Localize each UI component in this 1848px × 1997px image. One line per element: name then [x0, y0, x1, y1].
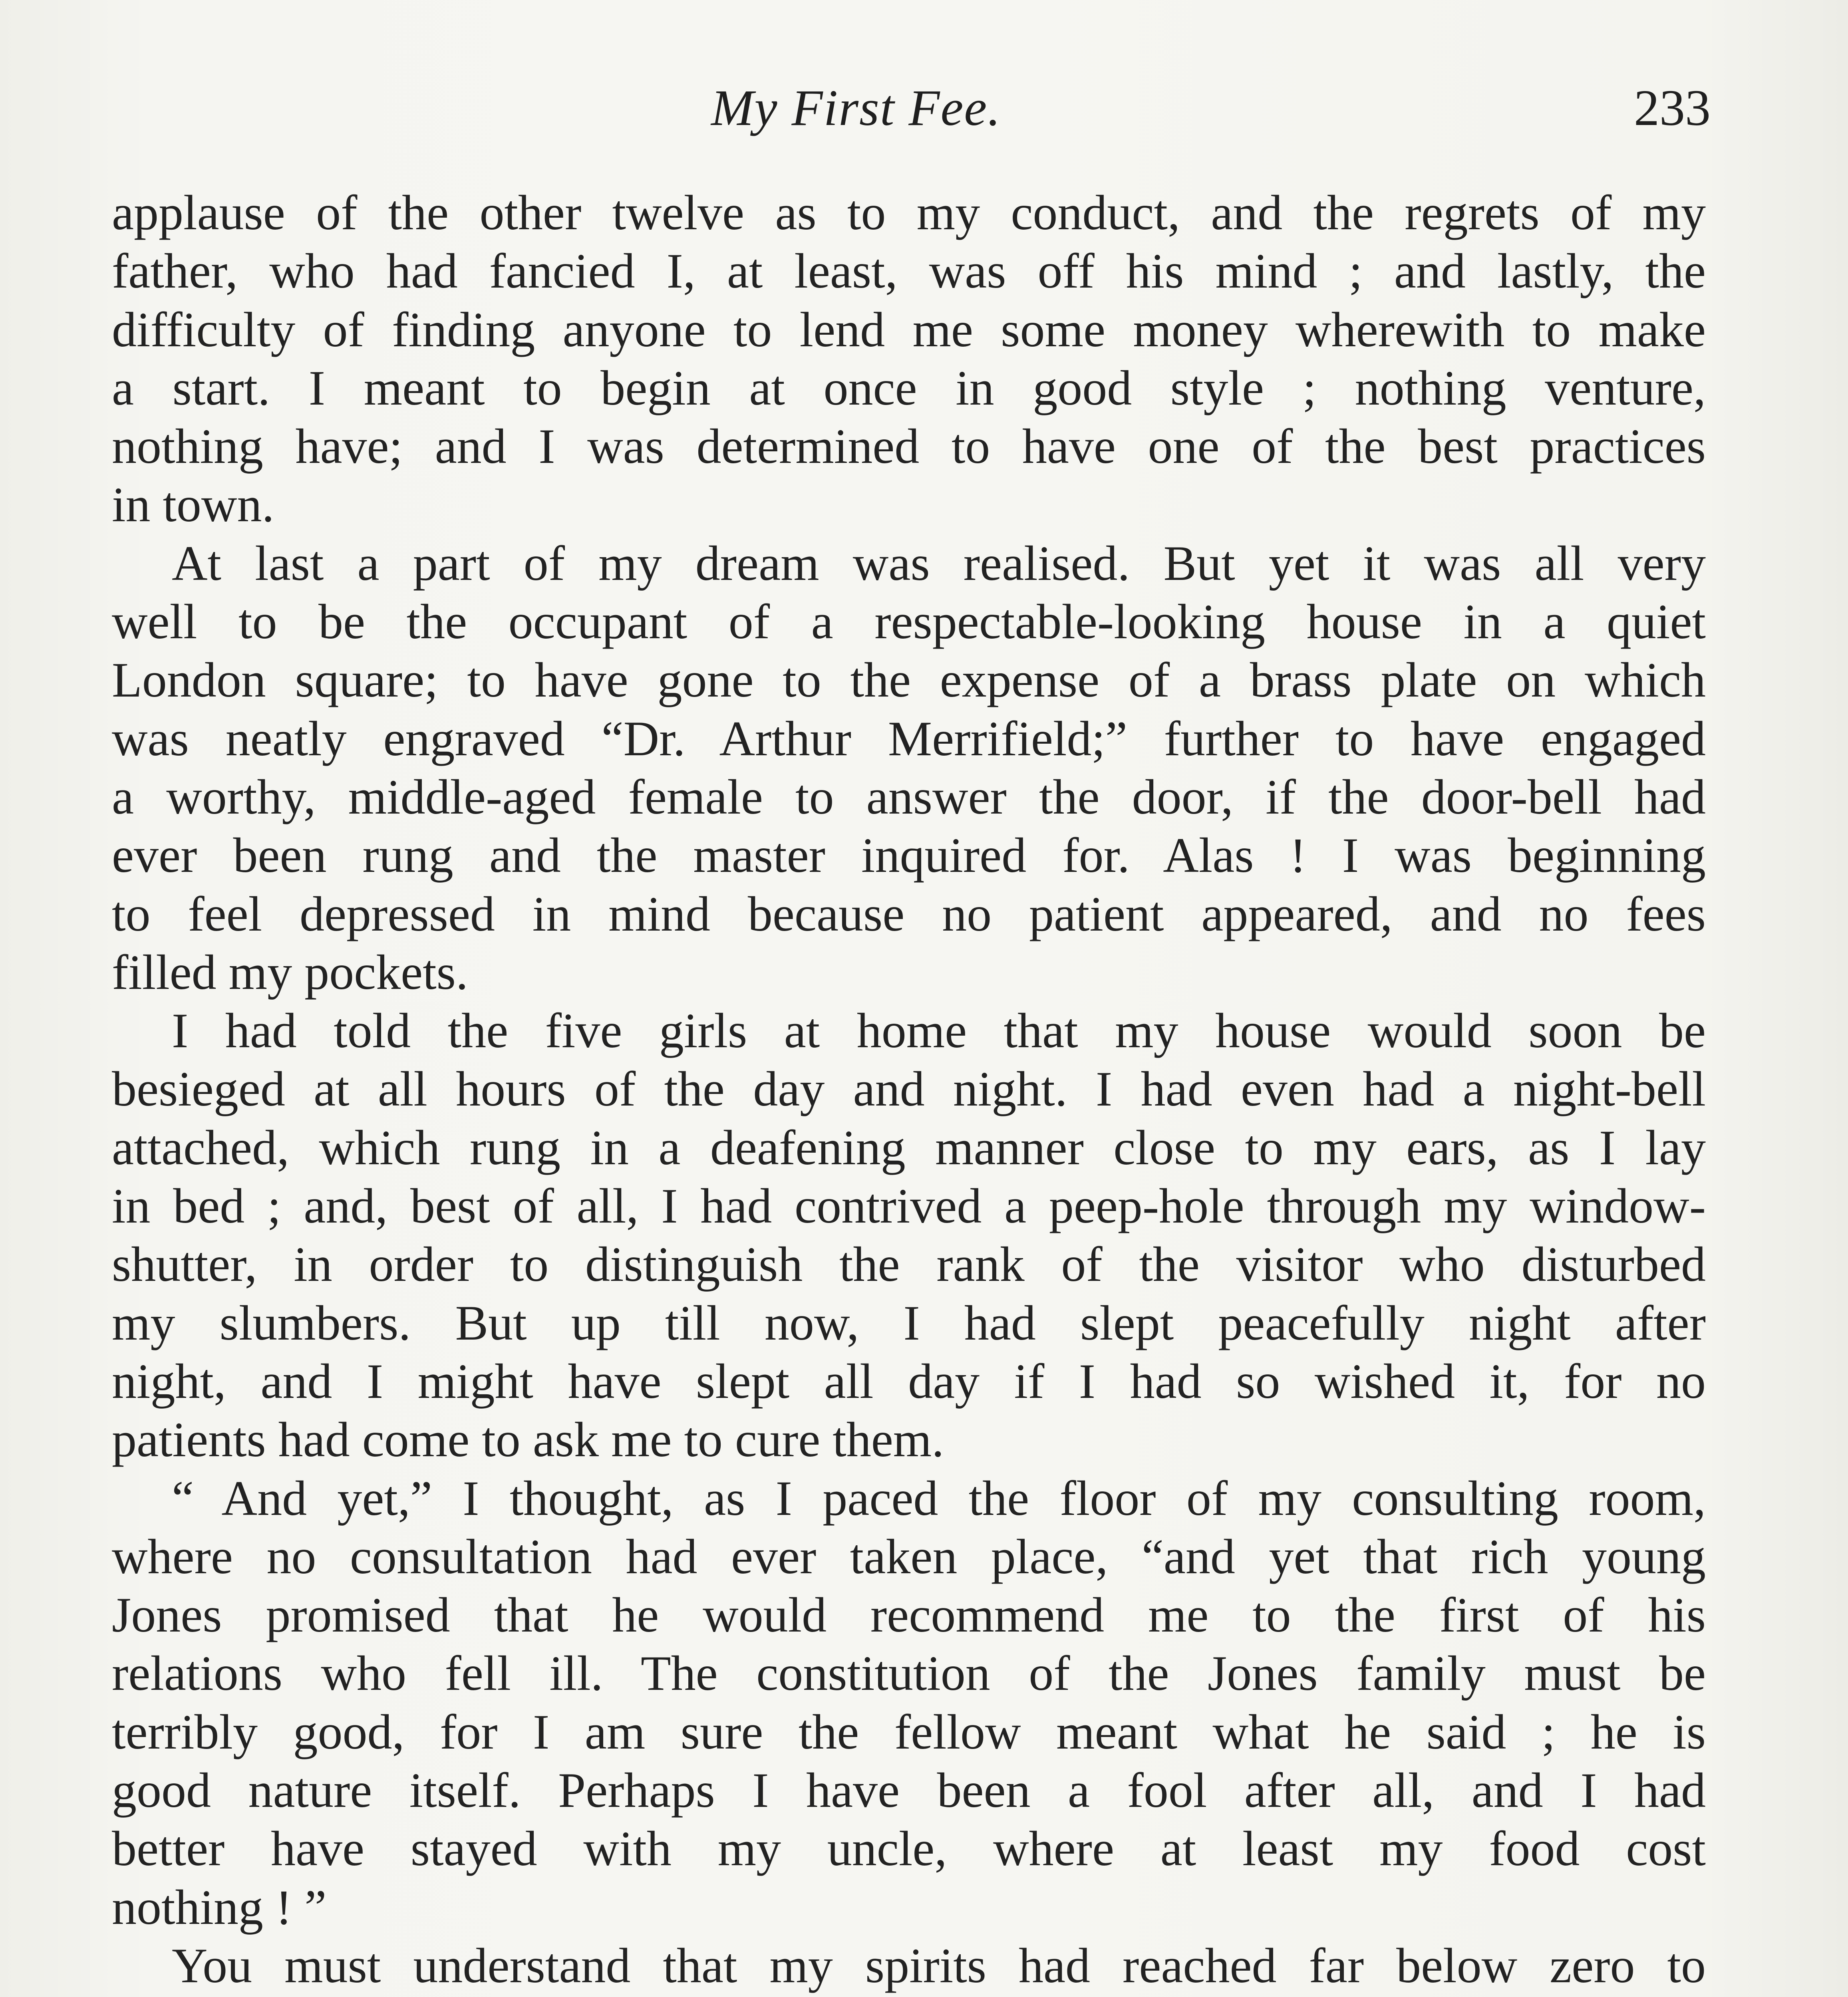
text-line: London square; to have gone to the expense of a brass plate on which	[112, 653, 1706, 708]
text-line: attached, which rung in a deafening manner close to my ears, as I lay	[112, 1120, 1706, 1175]
text-line: to feel depressed in mind because no patient appeared, and no fees	[112, 886, 1706, 941]
text-line: I had told the five girls at home that my house would soon be	[172, 1003, 1706, 1058]
text-line: in town.	[112, 477, 274, 532]
text-line: You must understand that my spirits had reached far below zero to	[172, 1938, 1706, 1993]
text-line: father, who had fancied I, at least, was off his mind ; and lastly, the	[112, 244, 1706, 299]
page-number: 233	[1634, 79, 1711, 136]
text-line: better have stayed with my uncle, where at least my food cost	[112, 1821, 1706, 1876]
text-line: filled my pockets.	[112, 945, 468, 1000]
running-title: My First Fee.	[711, 79, 1001, 136]
text-line: a worthy, middle-aged female to answer the door, if the door-bell had	[112, 769, 1706, 824]
text-line: shutter, in order to distinguish the rank of the visitor who disturbed	[112, 1237, 1706, 1292]
text-line: well to be the occupant of a respectable-looking house in a quiet	[112, 594, 1706, 649]
text-line: patients had come to ask me to cure them.	[112, 1412, 944, 1467]
text-line: besieged at all hours of the day and night. I had even had a night-bell	[112, 1062, 1706, 1117]
text-line: Jones promised that he would recommend me to the first of his	[112, 1588, 1706, 1643]
text-line: applause of the other twelve as to my conduct, and the regrets of my	[112, 185, 1706, 240]
text-line: was neatly engraved “Dr. Arthur Merrifield;” further to have engaged	[112, 711, 1706, 766]
text-line: good nature itself. Perhaps I have been a fool after all, and I had	[112, 1763, 1706, 1818]
running-head	[0, 68, 1848, 168]
text-line: nothing ! ”	[112, 1880, 327, 1935]
text-line	[112, 1995, 1706, 1997]
text-line: “ And yet,” I thought, as I paced the floor of my consulting room,	[172, 1471, 1706, 1526]
body-text	[112, 184, 1706, 1997]
text-line: difficulty of finding anyone to lend me some money wherewith to make	[112, 302, 1706, 357]
text-line: where no consultation had ever taken place, “and yet that rich young	[112, 1529, 1706, 1584]
text-line: terribly good, for I am sure the fellow meant what he said ; he is	[112, 1704, 1706, 1759]
text-line: At last a part of my dream was realised. But yet it was all very	[172, 536, 1706, 591]
text-line: ever been rung and the master inquired for. Alas ! I was beginning	[112, 828, 1706, 883]
text-line: a start. I meant to begin at once in good style ; nothing venture,	[112, 360, 1706, 415]
text-line: night, and I might have slept all day if I had so wished it, for no	[112, 1354, 1706, 1409]
text-line: relations who fell ill. The constitution of the Jones family must be	[112, 1646, 1706, 1701]
text-line: in bed ; and, best of all, I had contrived a peep-hole through my window-	[112, 1179, 1706, 1234]
text-line: my slumbers. But up till now, I had slept peacefully night after	[112, 1295, 1706, 1350]
text-line: nothing have; and I was determined to have one of the best practices	[112, 419, 1706, 474]
